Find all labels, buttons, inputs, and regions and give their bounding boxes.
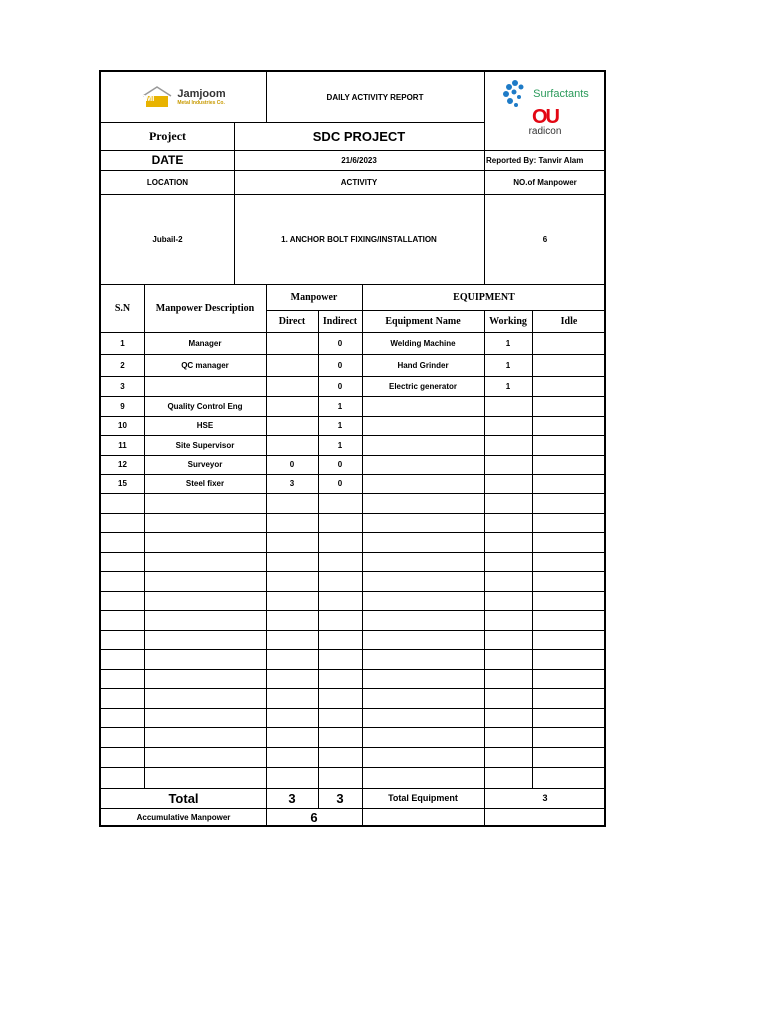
table-cell-working: 1 <box>505 360 511 370</box>
grid-line <box>101 493 606 494</box>
radicon-mark: OU <box>532 105 558 128</box>
table-cell-working: 1 <box>505 338 511 348</box>
table-cell-working <box>484 474 532 493</box>
indirect-header: Indirect <box>322 315 358 327</box>
location-label: LOCATION <box>146 177 189 187</box>
table-cell-indirect: 0 <box>337 479 343 488</box>
accumulative-manpower-value: 6 <box>310 810 318 825</box>
equipment-header: EQUIPMENT <box>453 291 515 303</box>
table-cell-direct <box>266 376 318 396</box>
report-title: DAILY ACTIVITY REPORT <box>326 92 424 102</box>
surfactants-logo-icon <box>501 78 531 110</box>
accumulative-manpower-label: Accumulative Manpower <box>136 813 231 822</box>
table-cell-indirect: 0 <box>337 338 343 348</box>
grid-line <box>101 150 606 151</box>
location-value: Jubail-2 <box>152 234 183 244</box>
grid-line <box>101 532 606 533</box>
date-value: 21/6/2023 <box>341 155 377 165</box>
grid-line <box>101 170 606 171</box>
grid-line <box>266 72 267 122</box>
table-cell-direct: 0 <box>289 460 295 469</box>
grid-line <box>101 708 606 709</box>
table-cell-equip <box>362 396 484 416</box>
grid-line <box>144 284 145 788</box>
grid-line <box>484 72 485 284</box>
table-cell-direct <box>266 332 318 354</box>
grid-line <box>484 310 485 827</box>
project-value: SDC PROJECT <box>312 128 406 144</box>
grid-line <box>101 808 606 809</box>
jmi-logo-mark: JMI <box>141 94 155 103</box>
grid-line <box>101 284 606 285</box>
indirect-total: 3 <box>336 790 344 806</box>
table-cell-desc: Site Supervisor <box>175 440 235 450</box>
table-cell-working <box>484 416 532 435</box>
table-cell-working: 1 <box>505 381 511 391</box>
sn-header: S.N <box>114 302 131 314</box>
table-cell-sn: 1 <box>120 338 125 348</box>
working-header: Working <box>489 315 527 327</box>
grid-line <box>101 396 606 397</box>
activity-value: 1. ANCHOR BOLT FIXING/INSTALLATION <box>281 234 437 244</box>
idle-header: Idle <box>560 315 578 327</box>
table-cell-equip <box>362 474 484 493</box>
grid-line <box>101 552 606 553</box>
table-cell-idle <box>532 435 606 455</box>
table-cell-sn: 3 <box>120 381 125 391</box>
grid-line <box>101 669 606 670</box>
jamjoom-logo <box>101 72 266 122</box>
table-cell-desc: Surveyor <box>187 460 223 469</box>
table-cell-idle <box>532 455 606 474</box>
grid-line <box>532 310 533 788</box>
table-cell-indirect: 1 <box>337 440 343 450</box>
table-cell-direct <box>266 354 318 376</box>
project-label: Project <box>148 128 187 143</box>
table-cell-indirect: 0 <box>337 381 343 391</box>
date-label: DATE <box>151 153 184 167</box>
grid-line <box>101 688 606 689</box>
table-cell-direct <box>266 396 318 416</box>
total-equipment-label: Total Equipment <box>388 793 458 803</box>
table-cell-equip: Hand Grinder <box>397 360 449 370</box>
grid-line <box>101 513 606 514</box>
table-cell-desc: Quality Control Eng <box>167 401 243 411</box>
grid-line <box>101 571 606 572</box>
table-cell-direct <box>266 435 318 455</box>
reported-by: Reported By: Tanvir Alam <box>486 155 584 165</box>
table-cell-working <box>484 435 532 455</box>
table-cell-indirect: 0 <box>337 460 343 469</box>
grid-line <box>234 122 235 284</box>
manpower-count-value: 6 <box>542 234 548 244</box>
table-cell-desc: HSE <box>196 421 214 430</box>
grid-line <box>101 767 606 768</box>
table-cell-sn: 10 <box>118 421 127 430</box>
table-cell-sn: 12 <box>118 460 127 469</box>
total-equipment-value: 3 <box>542 793 548 803</box>
table-cell-idle <box>532 332 606 354</box>
daily-activity-report-sheet <box>99 70 606 827</box>
equipment-name-header: Equipment Name <box>385 315 461 327</box>
grid-line <box>101 630 606 631</box>
table-cell-direct: 3 <box>289 479 295 488</box>
grid-line <box>101 474 606 475</box>
grid-line <box>101 649 606 650</box>
logo-name: Jamjoom <box>177 88 226 100</box>
table-cell-equip <box>362 455 484 474</box>
grid-line <box>101 194 606 195</box>
total-label: Total <box>168 790 199 806</box>
grid-line <box>101 354 606 355</box>
grid-line <box>318 310 319 808</box>
table-cell-idle <box>532 396 606 416</box>
radicon-name: radicon <box>528 125 562 137</box>
table-cell-indirect: 1 <box>337 401 343 411</box>
table-cell-idle <box>532 354 606 376</box>
table-cell-sn: 9 <box>120 401 125 411</box>
grid-line <box>101 610 606 611</box>
table-cell-equip <box>362 416 484 435</box>
grid-line <box>101 455 606 456</box>
table-cell-direct <box>266 416 318 435</box>
grid-line <box>266 284 267 827</box>
table-cell-sn: 15 <box>118 479 127 488</box>
grid-line <box>101 435 606 436</box>
table-cell-equip: Welding Machine <box>390 338 456 348</box>
grid-line <box>266 310 606 311</box>
grid-line <box>101 416 606 417</box>
table-cell-sn: 2 <box>120 360 125 370</box>
table-cell-sn: 11 <box>118 440 127 450</box>
table-cell-desc: QC manager <box>181 360 229 370</box>
grid-line <box>101 727 606 728</box>
partner-logos <box>484 72 606 150</box>
manpower-header: Manpower <box>290 291 338 303</box>
table-cell-working <box>484 455 532 474</box>
direct-header: Direct <box>278 315 306 327</box>
grid-line <box>101 332 606 333</box>
table-cell-idle <box>532 474 606 493</box>
table-cell-indirect: 0 <box>337 360 343 370</box>
grid-line <box>101 376 606 377</box>
direct-total: 3 <box>288 790 296 806</box>
grid-line <box>101 747 606 748</box>
grid-line <box>101 591 606 592</box>
logo-subtitle: Metal Industries Co. <box>177 100 225 106</box>
table-cell-working <box>484 396 532 416</box>
table-cell-idle <box>532 416 606 435</box>
table-cell-desc: Steel fixer <box>185 479 225 488</box>
manpower-description-header: Manpower Description <box>155 302 255 314</box>
table-cell-equip <box>362 435 484 455</box>
partner-name: Surfactants <box>533 87 589 100</box>
table-cell-desc <box>144 376 266 396</box>
activity-label: ACTIVITY <box>340 177 378 187</box>
table-cell-indirect: 1 <box>337 421 343 430</box>
table-cell-desc: Manager <box>188 338 222 348</box>
table-cell-idle <box>532 376 606 396</box>
grid-line <box>101 788 606 789</box>
table-cell-equip: Electric generator <box>388 381 458 391</box>
grid-line <box>362 284 363 827</box>
manpower-count-label: NO.of Manpower <box>513 177 577 187</box>
grid-line <box>101 122 484 123</box>
